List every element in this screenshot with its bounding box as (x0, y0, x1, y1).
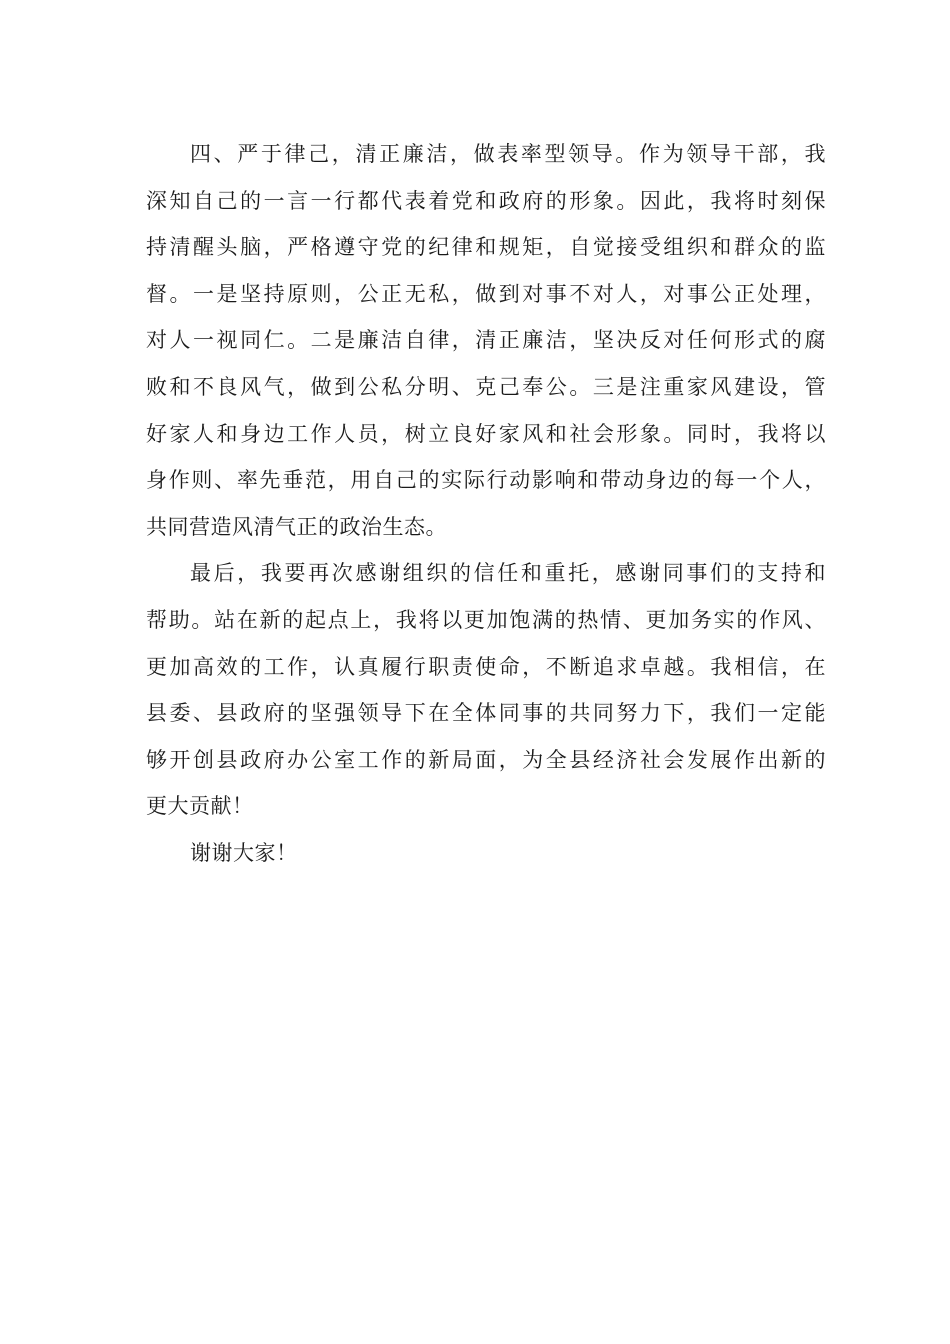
document-body (146, 131, 826, 877)
paragraph-line: 够开创县政府办公室工作的新局面，为全县经济社会发展作出新的 (146, 747, 826, 772)
paragraph-line: 败和不良风气，做到公私分明、克己奉公。三是注重家风建设，管 (146, 374, 826, 399)
paragraph-line: 四、严于律己，清正廉洁，做表率型领导。作为领导干部，我 (190, 142, 826, 166)
paragraph-line: 督。一是坚持原则，公正无私，做到对事不对人，对事公正处理， (146, 281, 826, 306)
paragraph-line: 谢谢大家！ (190, 840, 298, 865)
paragraph-line: 好家人和身边工作人员，树立良好家风和社会形象。同时，我将以 (146, 421, 826, 446)
paragraph-line: 更大贡献！ (146, 794, 254, 819)
paragraph-line: 身作则、率先垂范，用自己的实际行动影响和带动身边的每一个人， (146, 468, 826, 493)
paragraph-line: 最后，我要再次感谢组织的信任和重托，感谢同事们的支持和 (190, 561, 826, 586)
paragraph-line: 县委、县政府的坚强领导下在全体同事的共同努力下，我们一定能 (146, 701, 826, 726)
paragraph-line: 更加高效的工作，认真履行职责使命，不断追求卓越。我相信，在 (146, 654, 826, 679)
paragraph-integrity (146, 131, 826, 550)
paragraph-line: 深知自己的一言一行都代表着党和政府的形象。因此，我将时刻保 (146, 188, 826, 213)
paragraph-line: 帮助。站在新的起点上，我将以更加饱满的热情、更加务实的作风、 (146, 607, 826, 632)
paragraph-line: 持清醒头脑，严格遵守党的纪律和规矩，自觉接受组织和群众的监 (146, 235, 826, 260)
paragraph-line: 共同营造风清气正的政治生态。 (146, 514, 447, 539)
paragraph-thanks (146, 830, 826, 877)
paragraph-closing (146, 550, 826, 830)
paragraph-line: 对人一视同仁。二是廉洁自律，清正廉洁，坚决反对任何形式的腐 (146, 328, 826, 353)
